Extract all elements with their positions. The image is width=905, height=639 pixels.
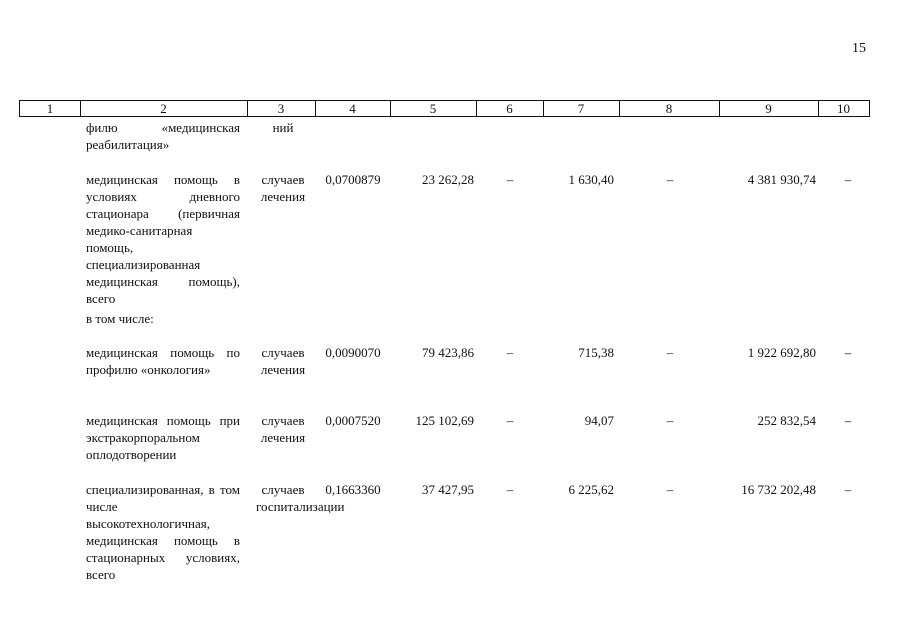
- cell-col6: –: [506, 413, 514, 428]
- row-description: в том числе:: [86, 311, 154, 326]
- row-description: медицинская помощь по профилю «онкология»: [86, 345, 240, 377]
- row-unit: случаев госпитализации: [256, 482, 345, 514]
- header-cell-2: 2: [160, 101, 167, 116]
- row-description: филю «медицинская реабилитация»: [86, 120, 240, 152]
- cell-col10: –: [844, 482, 852, 497]
- cell-col6: –: [506, 482, 514, 497]
- cell-col10: –: [844, 345, 852, 360]
- row-unit: случаев лечения: [260, 172, 306, 204]
- cell-col7: 1 630,40: [568, 172, 614, 187]
- row-description: специализированная, в том числе высокотехнологичная, медицинская помощь в стационарных условиях, всего: [86, 482, 240, 582]
- cell-col7: 715,38: [578, 345, 614, 360]
- cell-col9: 1 922 692,80: [747, 345, 816, 360]
- header-cell-1: 1: [46, 101, 54, 116]
- cell-col10: –: [844, 172, 852, 187]
- cell-col8: –: [666, 413, 674, 428]
- row-unit: ний: [272, 120, 294, 135]
- cell-col8: –: [666, 482, 674, 497]
- cell-col6: –: [506, 172, 514, 187]
- row-description: медицинская помощь при экстракорпоральном оплодотворении: [86, 413, 240, 462]
- header-cell-10: 10: [837, 101, 850, 116]
- page-number: 15: [852, 41, 866, 56]
- cell-col7: 94,07: [584, 413, 614, 428]
- cell-col4: 0,0007520: [325, 413, 381, 428]
- cell-col5: 79 423,86: [422, 345, 474, 360]
- row-unit: случаев лечения: [260, 345, 306, 377]
- cell-col8: –: [666, 345, 674, 360]
- header-cell-7: 7: [577, 101, 585, 116]
- cell-col9: 16 732 202,48: [741, 482, 816, 497]
- cell-col8: –: [666, 172, 674, 187]
- header-cell-3: 3: [277, 101, 285, 116]
- cell-col5: 125 102,69: [415, 413, 474, 428]
- table-header-row: [19, 100, 870, 117]
- cell-col4: 0,0090070: [325, 345, 381, 360]
- cell-col9: 4 381 930,74: [747, 172, 816, 187]
- header-cell-5: 5: [429, 101, 437, 116]
- header-cell-4: 4: [349, 101, 356, 116]
- header-cell-6: 6: [506, 101, 513, 116]
- cell-col5: 23 262,28: [422, 172, 474, 187]
- row-unit: случаев лечения: [260, 413, 306, 445]
- cell-col9: 252 832,54: [757, 413, 816, 428]
- header-cell-9: 9: [765, 101, 772, 116]
- cell-col4: 0,1663360: [325, 482, 381, 497]
- row-description: медицинская помощь в условиях дневного стационара (первичная медико-санитарная помощь, специализированная медицинская помощь), всего: [86, 172, 240, 306]
- cell-col7: 6 225,62: [568, 482, 614, 497]
- header-cell-8: 8: [665, 101, 673, 116]
- cell-col10: –: [844, 413, 852, 428]
- cell-col4: 0,0700879: [325, 172, 381, 187]
- cell-col5: 37 427,95: [422, 482, 474, 497]
- cell-col6: –: [506, 345, 514, 360]
